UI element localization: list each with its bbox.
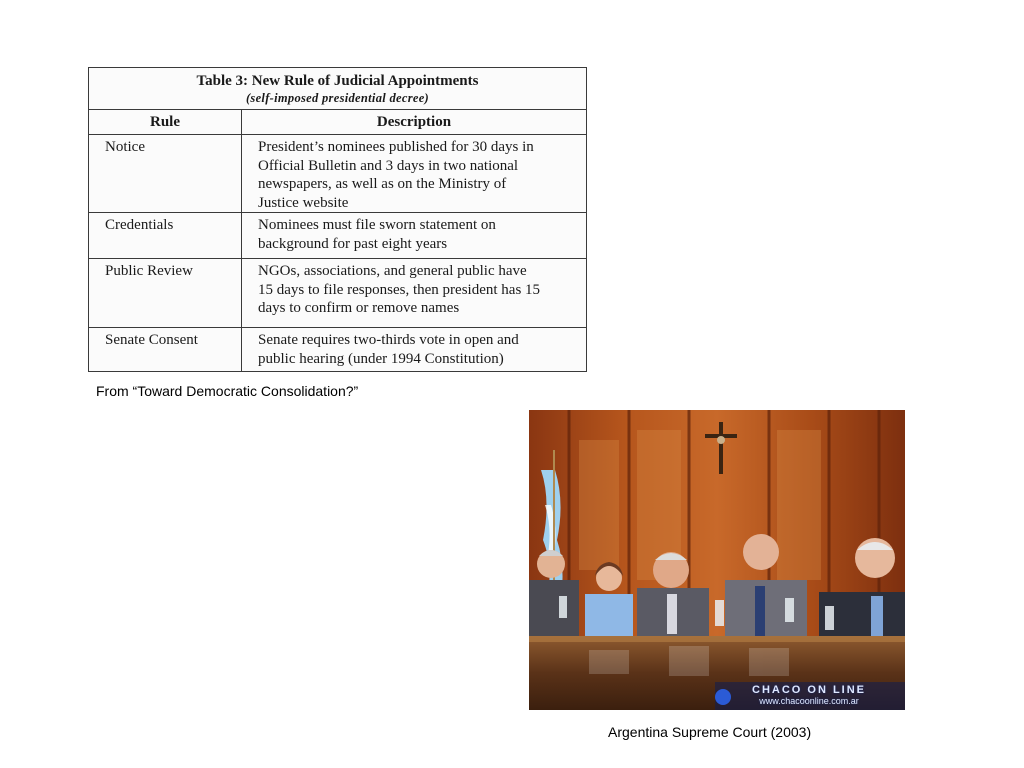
description-line: public hearing (under 1994 Constitution) (258, 350, 504, 367)
photo-caption: Argentina Supreme Court (2003) (608, 724, 812, 740)
supreme-court-photo (529, 410, 905, 710)
description-line: Senate requires two-thirds vote in open and (258, 332, 519, 348)
source-caption: From “Toward Democratic Consolidation?” (96, 383, 359, 399)
judicial-appointments-table (88, 67, 587, 372)
description-line: background for past eight years (258, 235, 448, 252)
table-row (89, 259, 586, 328)
rule-cell: Public Review (89, 259, 242, 327)
rule-cell: Credentials (89, 213, 242, 258)
description-line: President’s nominees published for 30 days in (258, 139, 534, 155)
watermark-url: www.chacoonline.com.ar (759, 696, 859, 706)
column-header-rule: Rule (89, 110, 242, 134)
description-cell (242, 213, 586, 258)
description-cell (242, 135, 586, 212)
table-column-headers (89, 110, 586, 135)
description-line: newspapers, as well as on the Ministry of (258, 176, 507, 192)
table-row (89, 213, 586, 259)
description-line: days to confirm or remove names (258, 300, 460, 316)
table-row (89, 135, 586, 213)
description-line: 15 days to file responses, then president has 15 (258, 281, 541, 298)
description-line: NGOs, associations, and general public have (258, 263, 527, 279)
rule-cell: Notice (89, 135, 242, 212)
description-line: Justice website (258, 194, 349, 211)
watermark-brand: CHACO ON LINE (752, 684, 866, 696)
rule-cell: Senate Consent (89, 328, 242, 371)
table-row (89, 328, 586, 371)
description-line: Nominees must file sworn statement on (258, 217, 496, 233)
description-cell (242, 328, 586, 371)
photo-illustration (529, 410, 905, 710)
table-header (89, 68, 586, 110)
description-line: Official Bulletin and 3 days in two national (258, 157, 519, 174)
description-cell (242, 259, 586, 327)
table-title: Table 3: New Rule of Judicial Appointments (196, 73, 479, 89)
table-subtitle: (self-imposed presidential decree) (245, 91, 430, 105)
photo-watermark (715, 684, 903, 708)
column-header-description: Description (376, 114, 452, 130)
